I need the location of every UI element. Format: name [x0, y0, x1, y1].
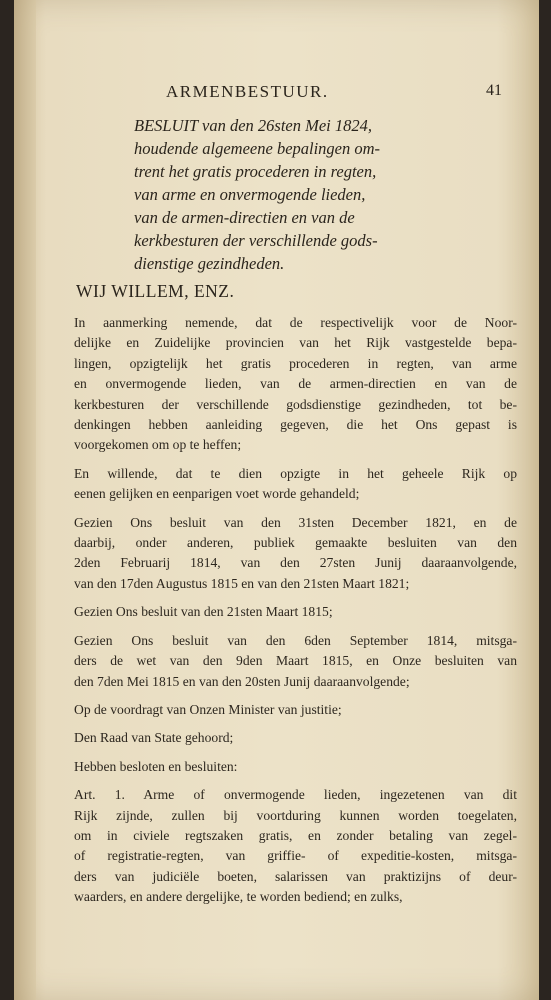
text-line: eenen gelijken en eenparigen voet worde gehandeld; — [74, 486, 360, 502]
paragraph — [74, 313, 517, 456]
text-line: En willende, dat te dien opzigte in het geheele Rijk op — [74, 465, 517, 481]
running-head: ARMENBESTUUR. — [166, 82, 329, 101]
text-line: 2den Februarij 1814, van den 27sten Junij daaraanvolgende, — [74, 555, 517, 571]
text-line: waarders, en andere dergelijke, te worden bediend; en zulks, — [74, 889, 403, 905]
paragraph — [74, 602, 517, 622]
text-line: Den Raad van State gehoord; — [74, 730, 234, 746]
text-line: Hebben besloten en besluiten: — [74, 758, 238, 774]
paragraph — [74, 728, 517, 748]
decree-body — [74, 313, 517, 916]
paragraph — [74, 631, 517, 692]
text-line: van den 17den Augustus 1815 en van den 21sten Maart 1821; — [74, 575, 410, 591]
text-line: ders van judiciële boeten, salarissen van praktizijns of deur- — [74, 868, 517, 884]
page-gutter-shadow — [14, 0, 36, 1000]
paragraph — [74, 464, 517, 505]
title-line: van arme en onvermogende lieden, — [134, 185, 366, 204]
text-line: Gezien Ons besluit van den 21sten Maart 1815; — [74, 604, 333, 620]
text-line: Art. 1. Arme of onvermogende lieden, ingezetenen van dit — [74, 787, 517, 803]
paragraph — [74, 785, 517, 907]
text-line: delijke en Zuidelijke provincien van het Rijk vastgestelde bepa- — [74, 335, 517, 351]
text-line: den 7den Mei 1815 en van den 20sten Junij daaraanvolgende; — [74, 673, 410, 689]
text-line: kerkbesturen der verschillende godsdienstige gezindheden, tot be- — [74, 396, 517, 412]
title-line: kerkbesturen der verschillende gods- — [134, 231, 378, 250]
book-page — [14, 0, 539, 1000]
page-number: 41 — [486, 82, 502, 99]
text-line: denkingen hebben aanleiding gegeven, die het Ons gepast is — [74, 417, 517, 433]
paragraph — [74, 757, 517, 777]
title-line: BESLUIT van den 26sten Mei 1824, — [134, 116, 373, 135]
text-line: lingen, opzigtelijk het gratis procederen in regten, van arme — [74, 355, 517, 371]
text-line: Gezien Ons besluit van den 31sten December 1821, en de — [74, 514, 517, 530]
title-line: dienstige gezindheden. — [134, 254, 285, 273]
text-line: Op de voordragt van Onzen Minister van justitie; — [74, 701, 342, 717]
text-line: ders de wet van den 9den Maart 1815, en Onze besluiten van — [74, 653, 517, 669]
paragraph — [74, 700, 517, 720]
title-line: trent het gratis procederen in regten, — [134, 162, 377, 181]
text-line: Gezien Ons besluit van den 6den September 1814, mitsga- — [74, 632, 517, 648]
text-line: voorgekomen om op te heffen; — [74, 437, 242, 453]
text-line: om in civiele regtszaken gratis, en zonder betaling van zegel- — [74, 827, 517, 843]
text-line: daarbij, onder anderen, publiek gemaakte besluiten van den — [74, 535, 517, 551]
text-line: In aanmerking nemende, dat de respectivelijk voor de Noor- — [74, 315, 517, 330]
text-line: Rijk zijnde, zullen bij voortduring kunnen worden toegelaten, — [74, 807, 517, 823]
text-line: of registratie-regten, van griffie- of expeditie-kosten, mitsga- — [74, 848, 517, 864]
decree-title — [134, 114, 519, 275]
paragraph — [74, 513, 517, 595]
sovereign-heading: WIJ WILLEM, ENZ. — [76, 281, 235, 301]
text-line: en onvermogende lieden, van de armen-directien en van de — [74, 376, 517, 392]
title-line: van de armen-directien en van de — [134, 208, 355, 227]
title-line: houdende algemeene bepalingen om- — [134, 139, 381, 158]
